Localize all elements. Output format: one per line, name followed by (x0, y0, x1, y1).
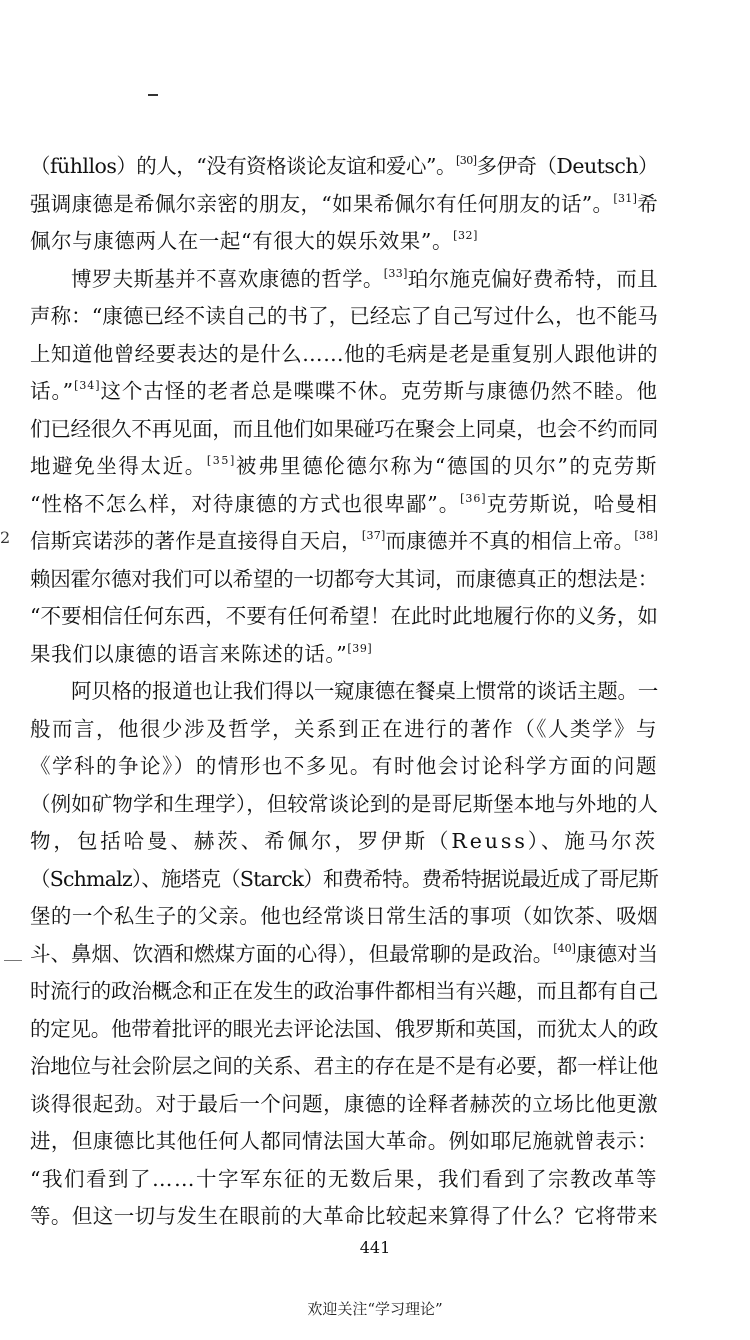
text-line: （例如矿物学和生理学），但较常谈论到的是哥尼斯堡本地与外地的人 (30, 791, 658, 816)
margin-number: 2 (0, 528, 11, 547)
body-text (30, 148, 658, 1236)
text-line: 赖因霍尔德对我们可以希望的一切都夸大其词，而康德真正的想法是： (30, 566, 658, 591)
text-line: 堡的一个私生子的父亲。他也经常谈日常生活的事项（如饮茶、吸烟 (30, 904, 658, 928)
header-mark (148, 94, 158, 96)
text-line: 话。”[34]这个古怪的老者总是喋喋不休。克劳斯与康德仍然不睦。他 (30, 379, 658, 403)
text-line: 物，包括哈曼、赫茨、希佩尔，罗伊斯（Reuss）、施马尔茨 (30, 829, 658, 853)
text-line: 阿贝格的报道也让我们得以一窥康德在餐桌上惯常的谈话主题。一 (71, 679, 658, 703)
footnote-ref: [38] (634, 529, 658, 542)
text-line: 的定见。他带着批评的眼光去评论法国、俄罗斯和英国，而犹太人的政 (30, 1016, 658, 1041)
text-line: 博罗夫斯基并不喜欢康德的哲学。[33]珀尔施克偏好费希特，而且 (71, 266, 658, 291)
text-line: 治地位与社会阶层之间的关系、君主的存在是不是有必要，都一样让他 (30, 1054, 658, 1078)
footnote-ref: [33] (383, 266, 408, 280)
footnote-ref: [39] (347, 641, 373, 655)
text-line: 等。但这一切与发生在眼前的大革命比较起来算得了什么？它将带来 (30, 1204, 658, 1228)
text-line: 时流行的政治概念和正在发生的政治事件都相当有兴趣，而且都有自己 (30, 979, 658, 1003)
text-line: 般而言，他很少涉及哲学，关系到正在进行的著作（《人类学》与 (30, 716, 658, 741)
text-line: 佩尔与康德两人在一起“有很大的娱乐效果”。[32] (30, 229, 479, 253)
footnote-ref: [34] (74, 379, 101, 392)
footnote-ref: [37] (361, 529, 386, 542)
text-line: 斗、鼻烟、饮酒和燃煤方面的心得），但最常聊的是政治。[40]康德对当 (30, 941, 658, 966)
text-line: 《学科的争论》）的情形也不多见。有时他会讨论科学方面的问题 (30, 754, 658, 778)
text-line: 上知道他曾经要表达的是什么……他的毛病是老是重复别人跟他讲的 (30, 341, 658, 366)
margin-mark (4, 960, 22, 961)
text-line: （Schmalz）、施塔克（Starck）和费希特。费希特据说最近成了哥尼斯 (30, 866, 658, 891)
text-line: 谈得很起劲。对于最后一个问题，康德的诠释者赫茨的立场比他更激 (30, 1091, 658, 1116)
text-line: 果我们以康德的语言来陈述的话。”[39] (30, 641, 373, 666)
footer-note: 欢迎关注“学习理论” (307, 1300, 443, 1318)
text-line: “性格不怎么样，对待康德的方式也很卑鄙”。[36]克劳斯说，哈曼相 (30, 491, 658, 516)
text-line: 强调康德是希佩尔亲密的朋友，“如果希佩尔有任何朋友的话”。[31]希 (30, 191, 658, 216)
footnote-ref: [36] (460, 491, 487, 505)
text-line: “不要相信任何东西，不要有任何希望！在此时此地履行你的义务，如 (30, 604, 658, 628)
footnote-ref: [30] (455, 154, 477, 167)
text-line: （fühllos）的人，“没有资格谈论友谊和爱心”。[30]多伊奇（Deutsch） (30, 154, 658, 178)
footnote-ref: [35] (206, 454, 236, 467)
page-number: 441 (359, 1238, 391, 1257)
text-line: 进，但康德比其他任何人都同情法国大革命。例如耶尼施就曾表示： (30, 1129, 658, 1153)
footnote-ref: [40] (553, 941, 576, 955)
text-line: 信斯宾诺莎的著作是直接得自天启，[37]而康德并不真的相信上帝。[38] (30, 529, 658, 553)
footnote-ref: [32] (453, 229, 479, 242)
text-line: 声称：“康德已经不读自己的书了，已经忘了自己写过什么，也不能马 (30, 304, 658, 328)
text-line: 地避免坐得太近。[35]被弗里德伦德尔称为“德国的贝尔”的克劳斯 (30, 454, 658, 478)
footnote-ref: [31] (613, 191, 638, 205)
text-line: “我们看到了……十字军东征的无数后果，我们看到了宗教改革等 (30, 1166, 658, 1191)
text-line: 们已经很久不再见面，而且他们如果碰巧在聚会上同桌，也会不约而同 (30, 416, 658, 441)
